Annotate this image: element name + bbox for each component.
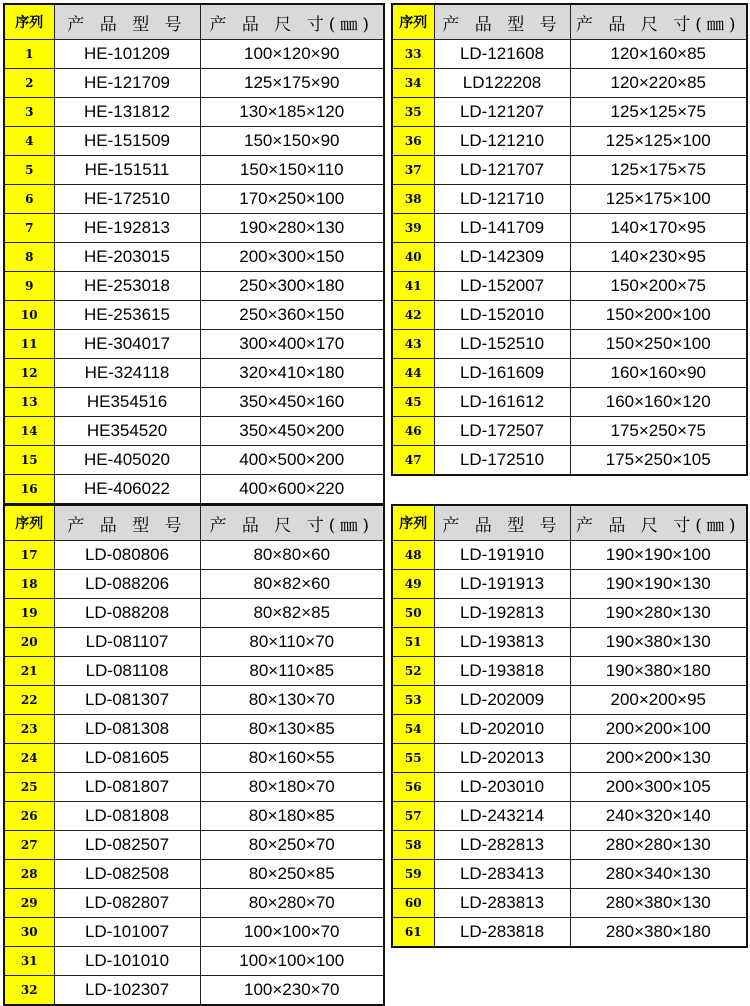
- row-index: 58: [392, 831, 434, 860]
- product-size: 200×200×95: [570, 686, 747, 715]
- row-index: 8: [4, 243, 54, 272]
- row-index: 48: [392, 541, 434, 570]
- product-size: 240×320×140: [570, 802, 747, 831]
- product-model: LD-152510: [434, 330, 570, 359]
- table-row: [4, 570, 384, 599]
- product-size: 130×185×120: [200, 98, 384, 127]
- table-row: [4, 475, 384, 505]
- row-index: 31: [4, 947, 54, 976]
- row-index: 15: [4, 446, 54, 475]
- row-index: 2: [4, 69, 54, 98]
- product-model: LD-081108: [54, 657, 200, 686]
- table-row: [4, 831, 384, 860]
- product-model: HE-406022: [54, 475, 200, 505]
- product-model: LD-192813: [434, 599, 570, 628]
- product-model: LD-081308: [54, 715, 200, 744]
- table-row: [4, 156, 384, 185]
- product-model: LD-191910: [434, 541, 570, 570]
- table-row: [4, 686, 384, 715]
- product-model: LD-282813: [434, 831, 570, 860]
- row-index: 44: [392, 359, 434, 388]
- row-index: 50: [392, 599, 434, 628]
- row-index: 16: [4, 475, 54, 505]
- table-row: [392, 570, 747, 599]
- product-table-1: [3, 3, 385, 505]
- row-index: 9: [4, 272, 54, 301]
- product-size: 125×175×75: [570, 156, 747, 185]
- product-size: 100×230×70: [200, 976, 384, 1006]
- table-row: [392, 127, 747, 156]
- row-index: 34: [392, 69, 434, 98]
- row-index: 27: [4, 831, 54, 860]
- table-row: [392, 599, 747, 628]
- product-model: HE-304017: [54, 330, 200, 359]
- table-row: [4, 744, 384, 773]
- product-model: HE-324118: [54, 359, 200, 388]
- product-size: 250×360×150: [200, 301, 384, 330]
- product-size: 190×380×180: [570, 657, 747, 686]
- row-index: 5: [4, 156, 54, 185]
- header-index: 序列: [392, 4, 434, 40]
- row-index: 24: [4, 744, 54, 773]
- product-size: 400×600×220: [200, 475, 384, 505]
- row-index: 3: [4, 98, 54, 127]
- product-size: 80×250×70: [200, 831, 384, 860]
- row-index: 37: [392, 156, 434, 185]
- product-size: 80×280×70: [200, 889, 384, 918]
- product-model: LD-121608: [434, 40, 570, 69]
- product-model: LD-081307: [54, 686, 200, 715]
- header-index: 序列: [4, 505, 54, 541]
- table-body: [392, 40, 747, 476]
- product-model: LD-152007: [434, 272, 570, 301]
- product-size: 350×450×200: [200, 417, 384, 446]
- table-row: [4, 541, 384, 570]
- row-index: 36: [392, 127, 434, 156]
- row-index: 52: [392, 657, 434, 686]
- table-row: [392, 541, 747, 570]
- row-index: 23: [4, 715, 54, 744]
- product-model: LD-283818: [434, 918, 570, 948]
- table-row: [392, 214, 747, 243]
- product-size: 200×300×150: [200, 243, 384, 272]
- product-model: HE-151509: [54, 127, 200, 156]
- row-index: 19: [4, 599, 54, 628]
- header-index: 序列: [392, 505, 434, 541]
- product-model: HE-151511: [54, 156, 200, 185]
- table-row: [392, 628, 747, 657]
- product-size: 160×160×90: [570, 359, 747, 388]
- row-index: 25: [4, 773, 54, 802]
- product-model: HE-203015: [54, 243, 200, 272]
- product-size: 80×250×85: [200, 860, 384, 889]
- row-index: 17: [4, 541, 54, 570]
- product-size: 200×200×130: [570, 744, 747, 773]
- table-row: [4, 127, 384, 156]
- row-index: 49: [392, 570, 434, 599]
- table-row: [392, 744, 747, 773]
- product-size: 280×380×180: [570, 918, 747, 948]
- table-row: [4, 301, 384, 330]
- product-table-2: [391, 3, 748, 476]
- product-size: 80×130×70: [200, 686, 384, 715]
- row-index: 26: [4, 802, 54, 831]
- row-index: 4: [4, 127, 54, 156]
- product-size: 150×250×100: [570, 330, 747, 359]
- table-row: [392, 185, 747, 214]
- product-size: 100×100×100: [200, 947, 384, 976]
- product-model: HE-121709: [54, 69, 200, 98]
- table-row: [392, 330, 747, 359]
- table-row: [392, 243, 747, 272]
- product-model: HE-405020: [54, 446, 200, 475]
- product-model: LD-283813: [434, 889, 570, 918]
- table-row: [4, 715, 384, 744]
- product-model: LD-121710: [434, 185, 570, 214]
- product-size: 150×200×100: [570, 301, 747, 330]
- product-model: LD-082508: [54, 860, 200, 889]
- product-size: 100×120×90: [200, 40, 384, 69]
- product-size: 150×150×90: [200, 127, 384, 156]
- product-size: 125×175×90: [200, 69, 384, 98]
- product-size: 125×175×100: [570, 185, 747, 214]
- header-model: 产 品 型 号: [54, 505, 200, 541]
- product-size: 400×500×200: [200, 446, 384, 475]
- product-model: LD-081605: [54, 744, 200, 773]
- product-model: HE354520: [54, 417, 200, 446]
- product-size: 80×82×85: [200, 599, 384, 628]
- row-index: 43: [392, 330, 434, 359]
- row-index: 33: [392, 40, 434, 69]
- table-row: [4, 388, 384, 417]
- product-size: 320×410×180: [200, 359, 384, 388]
- table-row: [4, 243, 384, 272]
- row-index: 13: [4, 388, 54, 417]
- row-index: 1: [4, 40, 54, 69]
- table-row: [4, 657, 384, 686]
- product-model: LD-172507: [434, 417, 570, 446]
- product-model: LD-121210: [434, 127, 570, 156]
- table-row: [392, 301, 747, 330]
- product-size: 190×380×130: [570, 628, 747, 657]
- product-size: 80×80×60: [200, 541, 384, 570]
- product-size: 150×150×110: [200, 156, 384, 185]
- row-index: 41: [392, 272, 434, 301]
- table-row: [392, 359, 747, 388]
- product-size: 200×300×105: [570, 773, 747, 802]
- product-model: HE-253615: [54, 301, 200, 330]
- product-model: LD-193818: [434, 657, 570, 686]
- table-row: [392, 446, 747, 476]
- table-row: [4, 417, 384, 446]
- table-row: [4, 185, 384, 214]
- table-row: [392, 831, 747, 860]
- table-row: [392, 98, 747, 127]
- row-index: 18: [4, 570, 54, 599]
- product-size: 280×340×130: [570, 860, 747, 889]
- row-index: 6: [4, 185, 54, 214]
- row-index: 10: [4, 301, 54, 330]
- row-index: 56: [392, 773, 434, 802]
- table-row: [4, 628, 384, 657]
- table-row: [4, 773, 384, 802]
- row-index: 46: [392, 417, 434, 446]
- row-index: 28: [4, 860, 54, 889]
- row-index: 30: [4, 918, 54, 947]
- table-row: [4, 976, 384, 1006]
- table-row: [392, 773, 747, 802]
- product-model: LD-088208: [54, 599, 200, 628]
- header-model: 产 品 型 号: [434, 4, 570, 40]
- table-row: [392, 715, 747, 744]
- product-model: LD-141709: [434, 214, 570, 243]
- table-row: [392, 860, 747, 889]
- product-size: 120×220×85: [570, 69, 747, 98]
- product-model: HE-131812: [54, 98, 200, 127]
- table-row: [4, 98, 384, 127]
- table-row: [4, 330, 384, 359]
- product-size: 80×110×70: [200, 628, 384, 657]
- product-size: 125×125×100: [570, 127, 747, 156]
- product-model: HE-253018: [54, 272, 200, 301]
- row-index: 45: [392, 388, 434, 417]
- row-index: 14: [4, 417, 54, 446]
- table-body: [4, 40, 384, 505]
- product-model: LD-102307: [54, 976, 200, 1006]
- product-model: LD-161612: [434, 388, 570, 417]
- table-row: [4, 214, 384, 243]
- product-size: 160×160×120: [570, 388, 747, 417]
- row-index: 59: [392, 860, 434, 889]
- table-row: [4, 599, 384, 628]
- table-row: [392, 686, 747, 715]
- table-row: [392, 272, 747, 301]
- product-model: LD-243214: [434, 802, 570, 831]
- product-model: LD-172510: [434, 446, 570, 476]
- table-row: [392, 388, 747, 417]
- row-index: 35: [392, 98, 434, 127]
- product-size: 175×250×75: [570, 417, 747, 446]
- product-model: HE354516: [54, 388, 200, 417]
- product-size: 190×190×130: [570, 570, 747, 599]
- product-size: 140×170×95: [570, 214, 747, 243]
- row-index: 7: [4, 214, 54, 243]
- row-index: 53: [392, 686, 434, 715]
- header-size: 产 品 尺 寸(㎜): [200, 505, 384, 541]
- table-body: [392, 541, 747, 948]
- product-size: 250×300×180: [200, 272, 384, 301]
- row-index: 57: [392, 802, 434, 831]
- product-model: LD-202013: [434, 744, 570, 773]
- row-index: 20: [4, 628, 54, 657]
- product-model: LD-081807: [54, 773, 200, 802]
- product-size: 140×230×95: [570, 243, 747, 272]
- product-model: HE-192813: [54, 214, 200, 243]
- product-model: LD-121707: [434, 156, 570, 185]
- header-model: 产 品 型 号: [434, 505, 570, 541]
- product-model: LD-142309: [434, 243, 570, 272]
- product-model: LD-202010: [434, 715, 570, 744]
- table-row: [392, 802, 747, 831]
- table-row: [392, 69, 747, 98]
- table-row: [4, 860, 384, 889]
- row-index: 61: [392, 918, 434, 948]
- product-size: 125×125×75: [570, 98, 747, 127]
- product-size: 175×250×105: [570, 446, 747, 476]
- header-size: 产 品 尺 寸(㎜): [200, 4, 384, 40]
- product-size: 80×180×70: [200, 773, 384, 802]
- table-row: [392, 889, 747, 918]
- product-size: 120×160×85: [570, 40, 747, 69]
- product-size: 80×160×55: [200, 744, 384, 773]
- product-size: 190×190×100: [570, 541, 747, 570]
- row-index: 11: [4, 330, 54, 359]
- product-table-3: [3, 504, 385, 1006]
- row-index: 29: [4, 889, 54, 918]
- table-row: [4, 40, 384, 69]
- row-index: 32: [4, 976, 54, 1006]
- row-index: 55: [392, 744, 434, 773]
- product-size: 280×280×130: [570, 831, 747, 860]
- product-size: 150×200×75: [570, 272, 747, 301]
- row-index: 42: [392, 301, 434, 330]
- product-model: LD-080806: [54, 541, 200, 570]
- product-size: 170×250×100: [200, 185, 384, 214]
- product-size: 350×450×160: [200, 388, 384, 417]
- product-model: HE-172510: [54, 185, 200, 214]
- table-row: [4, 918, 384, 947]
- product-model: LD-101010: [54, 947, 200, 976]
- table-body: [4, 541, 384, 1006]
- product-model: LD-121207: [434, 98, 570, 127]
- table-row: [4, 947, 384, 976]
- row-index: 12: [4, 359, 54, 388]
- product-size: 190×280×130: [570, 599, 747, 628]
- product-size: 80×82×60: [200, 570, 384, 599]
- table-row: [4, 802, 384, 831]
- product-model: LD-082507: [54, 831, 200, 860]
- product-model: LD-283413: [434, 860, 570, 889]
- product-model: LD-081808: [54, 802, 200, 831]
- product-model: LD-203010: [434, 773, 570, 802]
- row-index: 51: [392, 628, 434, 657]
- product-model: LD-202009: [434, 686, 570, 715]
- row-index: 60: [392, 889, 434, 918]
- table-row: [4, 69, 384, 98]
- product-model: LD-193813: [434, 628, 570, 657]
- row-index: 47: [392, 446, 434, 476]
- row-index: 39: [392, 214, 434, 243]
- table-row: [392, 156, 747, 185]
- table-row: [4, 446, 384, 475]
- table-row: [392, 417, 747, 446]
- product-model: LD-152010: [434, 301, 570, 330]
- product-size: 80×130×85: [200, 715, 384, 744]
- product-size: 190×280×130: [200, 214, 384, 243]
- product-model: LD-191913: [434, 570, 570, 599]
- row-index: 40: [392, 243, 434, 272]
- row-index: 21: [4, 657, 54, 686]
- product-size: 280×380×130: [570, 889, 747, 918]
- product-size: 80×110×85: [200, 657, 384, 686]
- header-index: 序列: [4, 4, 54, 40]
- product-model: LD-161609: [434, 359, 570, 388]
- table-row: [4, 889, 384, 918]
- product-table-4: [391, 504, 748, 948]
- product-size: 300×400×170: [200, 330, 384, 359]
- product-model: LD122208: [434, 69, 570, 98]
- header-size: 产 品 尺 寸(㎜): [570, 505, 747, 541]
- table-row: [4, 272, 384, 301]
- product-size: 100×100×70: [200, 918, 384, 947]
- product-model: LD-082807: [54, 889, 200, 918]
- product-size: 80×180×85: [200, 802, 384, 831]
- table-row: [4, 359, 384, 388]
- header-size: 产 品 尺 寸(㎜): [570, 4, 747, 40]
- table-row: [392, 918, 747, 948]
- table-row: [392, 40, 747, 69]
- row-index: 22: [4, 686, 54, 715]
- product-size: 200×200×100: [570, 715, 747, 744]
- row-index: 38: [392, 185, 434, 214]
- product-model: LD-088206: [54, 570, 200, 599]
- table-row: [392, 657, 747, 686]
- row-index: 54: [392, 715, 434, 744]
- header-model: 产 品 型 号: [54, 4, 200, 40]
- product-model: HE-101209: [54, 40, 200, 69]
- product-model: LD-101007: [54, 918, 200, 947]
- product-model: LD-081107: [54, 628, 200, 657]
